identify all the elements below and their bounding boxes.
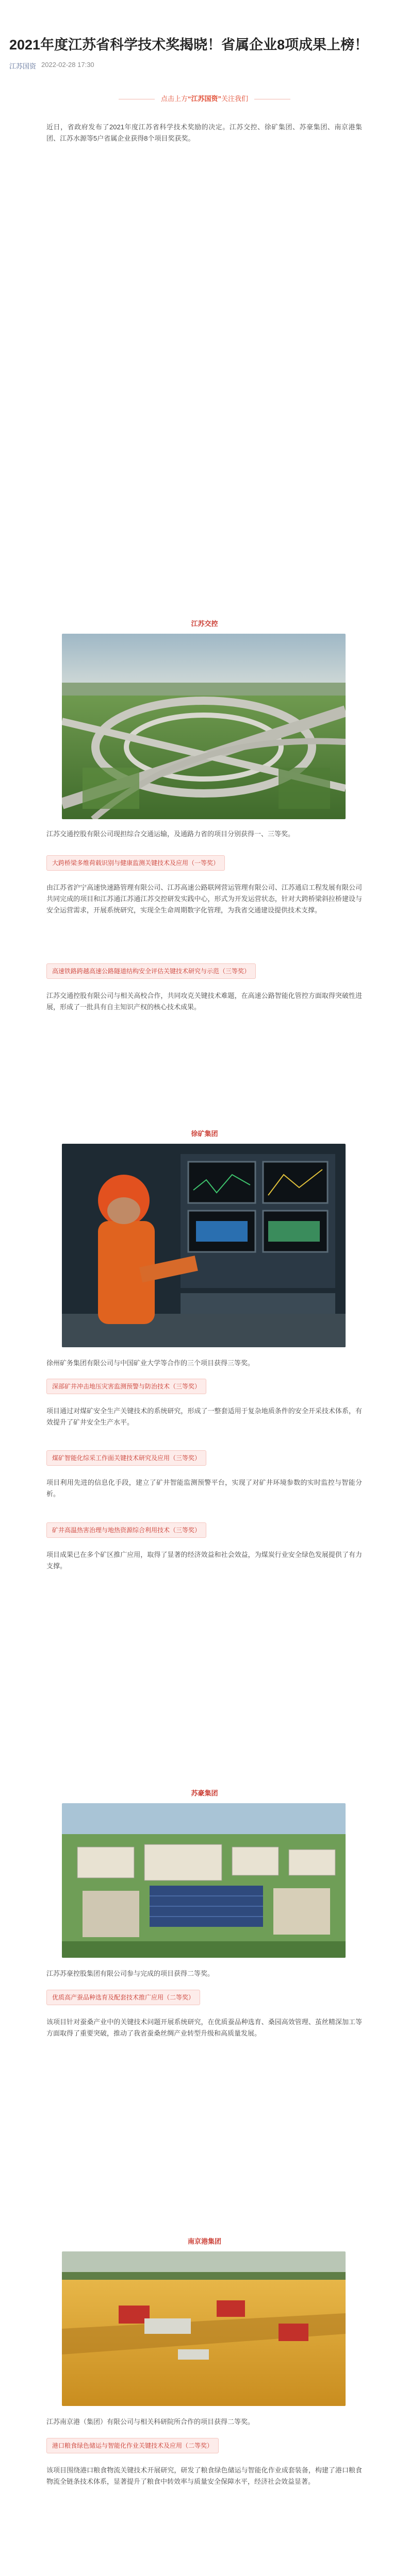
follow-tip-prefix: 点击上方 [160, 95, 188, 103]
award-highlight: 深部矿井冲击地压灾害监测预警与防治技术（三等奖） [46, 1379, 206, 1394]
section-paragraph: 江苏交通控股有限公司与相关高校合作，共同攻克关键技术难题，在高速公路智能化管控方面取得突破性进展，形成了一批具有自主知识产权的核心技术成果。 [46, 992, 362, 1011]
article-meta [9, 61, 94, 71]
award-highlight: 港口粮食绿色储运与智能化作业关键技术及应用（二等奖） [46, 2438, 219, 2453]
section-paragraph: 该项目围绕港口粮食物流关键技术开展研究，研发了粮食绿色储运与智能化作业成套装备，构建了港口粮食物流全链条技术体系，显著提升了粮食中转效率与质量安全保障水平，经济社会效益显著。 [46, 2466, 362, 2485]
follow-tip [0, 93, 409, 103]
photo-harvest-field [62, 2251, 346, 2406]
section-paragraph: 江苏交通控股有限公司现担综合交通运输，及通路力省的项目分别获得一、三等奖。 [46, 830, 295, 838]
section-paragraph: 项目成果已在多个矿区推广应用，取得了显著的经济效益和社会效益，为煤炭行业安全绿色发展提供了有力支撑。 [46, 1551, 362, 1570]
award-highlight: 优质高产蚕品种选育及配套技术推广应用（二等奖） [46, 1990, 200, 2005]
publish-date: 2022-02-28 17:30 [41, 61, 94, 69]
section-title-suhao-group: 苏豪集团 [191, 1789, 218, 1797]
award-highlight: 大跨桥梁多维荷载识别与健康监测关键技术及应用（一等奖） [46, 855, 225, 871]
follow-tip-suffix: 关注我们 [221, 95, 249, 103]
section-paragraph: 项目利用先进的信息化手段，建立了矿井智能监测预警平台，实现了对矿井环境参数的实时监控与智能分析。 [46, 1479, 362, 1498]
section-paragraph: 江苏南京港（集团）有限公司与相关科研院所合作的项目获得二等奖。 [46, 2418, 255, 2426]
award-highlight: 煤矿智能化综采工作面关键技术研究及应用（三等奖） [46, 1450, 206, 1466]
section-title-xuzhou-mining: 徐矿集团 [191, 1130, 218, 1138]
intro-paragraph: 近日，省政府发布了2021年度江苏省科学技术奖励的决定。江苏交控、徐矿集团、苏豪集团、南京港集团、江苏水源等5户省属企业获得8个项目奖获奖。 [46, 123, 362, 142]
section-title-nanjing-port: 南京港集团 [187, 2238, 221, 2245]
account-name-link[interactable]: 江苏国资 [9, 62, 37, 70]
photo-mining-control-room [62, 1144, 346, 1347]
section-title-jiangsu-communications: 江苏交控 [191, 620, 218, 628]
photo-industrial-park [62, 1803, 346, 1958]
article-title: 2021年度江苏省科学技术奖揭晓！省属企业8项成果上榜！ [9, 37, 369, 53]
follow-tip-brand[interactable]: “江苏国资” [187, 95, 221, 103]
award-highlight: 矿井高温热害治理与地热资源综合利用技术（三等奖） [46, 1522, 206, 1538]
section-paragraph: 项目通过对煤矿安全生产关键技术的系统研究，形成了一整套适用于复杂地质条件的安全开采技术体系，有效提升了矿井安全生产水平。 [46, 1407, 362, 1426]
section-paragraph: 江苏苏豪控股集团有限公司参与完成的项目获得二等奖。 [46, 1970, 215, 1977]
award-highlight: 高速铁路跨越高速公路隧道结构安全评估关键技术研究与示范（三等奖） [46, 963, 256, 979]
photo-highway-interchange [62, 634, 346, 819]
section-paragraph: 由江苏省沪宁高速快速路管理有限公司、江苏高速公路联网营运管理有限公司、江苏通启工程发展有限公司共同完成的项目和江苏通江苏通江苏交控研发实践中心，形式为开发运营状态，针对大跨桥梁斜拉桥建设与安全运营需求，开展系统研究，实现全生命周期数字化管理，为我省交通建设提供技术支撑。 [46, 884, 362, 914]
section-paragraph: 该项目针对蚕桑产业中的关键技术问题开展系统研究，在优质蚕品种选育、桑园高效管理、茧丝精深加工等方面取得了重要突破，推动了我省蚕桑丝绸产业转型升级和高质量发展。 [46, 2018, 362, 2037]
section-paragraph: 徐州矿务集团有限公司与中国矿业大学等合作的三个项目获得三等奖。 [46, 1359, 255, 1367]
